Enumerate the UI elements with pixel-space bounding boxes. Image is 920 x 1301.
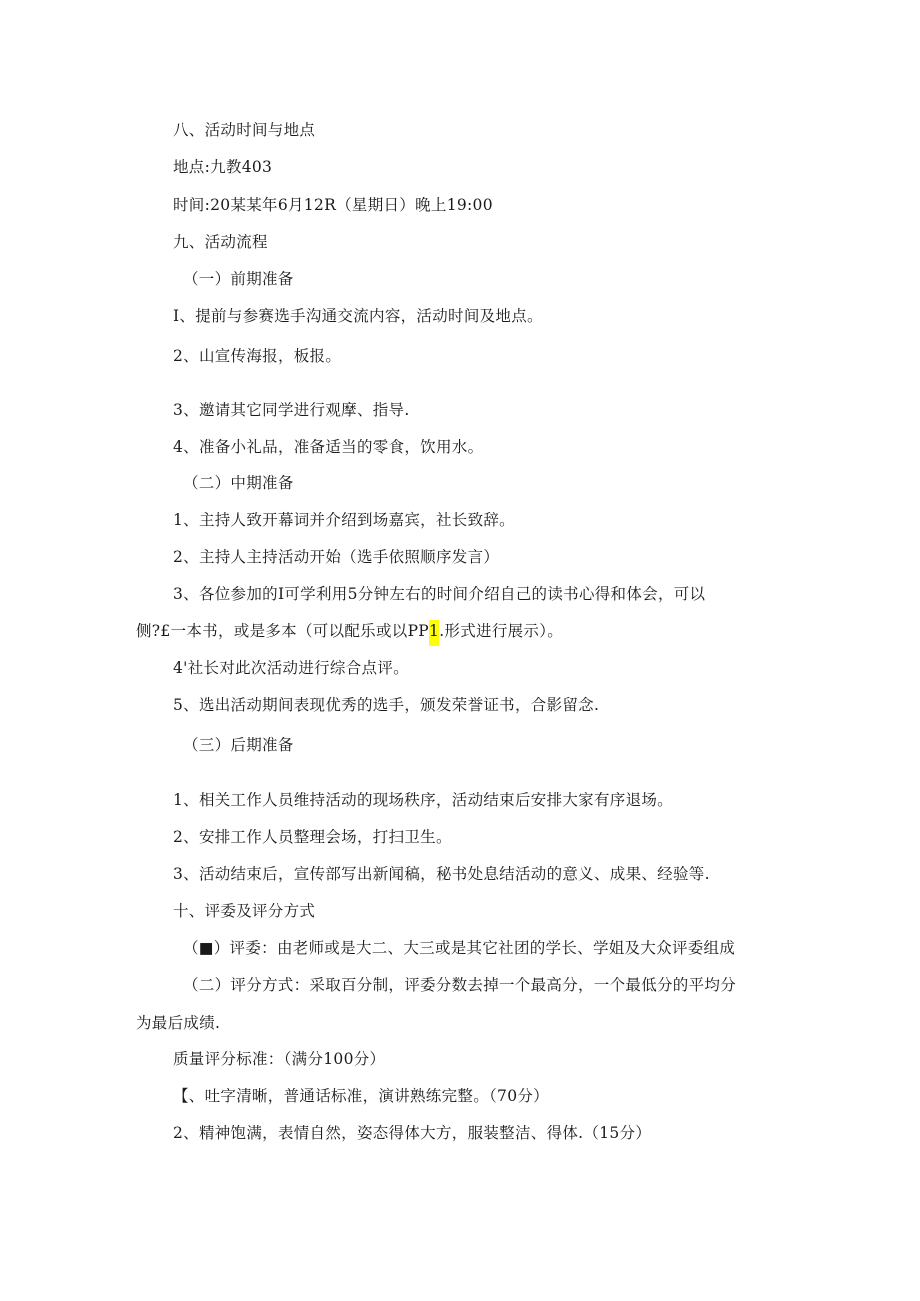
judges-line: （■）评委：由老师或是大二、大三或是其它社团的学长、学姐及大众评委组成 (183, 939, 736, 957)
section-heading-time-place: 八、活动时间与地点 (173, 121, 316, 139)
list-item: 3、邀请其它同学进行观摩、指导. (173, 401, 410, 419)
list-item: 1、相关工作人员维持活动的现场秩序，活动结束后安排大家有序退场。 (173, 791, 673, 809)
continuation-text-before: 侧?£一本书，或是多本（可以配乐或以PP (136, 622, 430, 640)
subheading-post-prep: （三）后期准备 (183, 736, 294, 754)
section-heading-judges: 十、评委及评分方式 (173, 902, 316, 920)
criterion-item: 【、吐字清晰，普通话标准，演讲熟练完整。（70分） (173, 1087, 549, 1105)
scoring-method-continuation: 为最后成绩. (136, 1014, 221, 1032)
subheading-mid-prep: （二）中期准备 (183, 474, 294, 492)
highlighted-text: 1 (429, 620, 439, 646)
scoring-method-line: （二）评分方式：采取百分制，评委分数去掉一个最高分，一个最低分的平均分 (183, 976, 737, 994)
continuation-text-after: .形式进行展示）。 (439, 622, 564, 640)
list-item: 4'社长对此次活动进行综合点评。 (173, 659, 409, 677)
time-line: 时间:20某某年6月12R（星期日）晚上19:00 (173, 196, 493, 214)
list-item: 5、选出活动期间表现优秀的选手，颁发荣誉证书，合影留念. (173, 696, 600, 714)
list-item: 4、准备小礼品，准备适当的零食，饮用水。 (173, 438, 484, 456)
list-item: 1、主持人致开幕词并介绍到场嘉宾，社长致辞。 (173, 511, 515, 529)
list-item: 2、主持人主持活动开始（选手依照顺序发言） (173, 548, 500, 566)
list-item: 3、各位参加的I可学利用5分钟左右的时间介绍自己的读书心得和体会，可以 (173, 585, 706, 603)
list-item-continuation (136, 621, 563, 641)
list-item: I、提前与参赛选手沟通交流内容，活动时间及地点。 (173, 307, 543, 325)
criterion-item: 2、精神饱满，表情自然，姿态得体大方，服装整洁、得体.（15分） (173, 1124, 652, 1142)
subheading-pre-prep: （一）前期准备 (183, 270, 294, 288)
section-heading-process: 九、活动流程 (173, 233, 268, 251)
list-item: 3、活动结束后，宣传部写出新闻稿，秘书处息结活动的意义、成果、经验等. (173, 865, 710, 883)
list-item: 2、山宣传海报，板报。 (173, 347, 342, 365)
quality-standard-heading: 质量评分标准：（满分100分） (173, 1050, 386, 1068)
location-line: 地点:九教403 (173, 158, 273, 176)
list-item: 2、安排工作人员整理会场，打扫卫生。 (173, 828, 452, 846)
